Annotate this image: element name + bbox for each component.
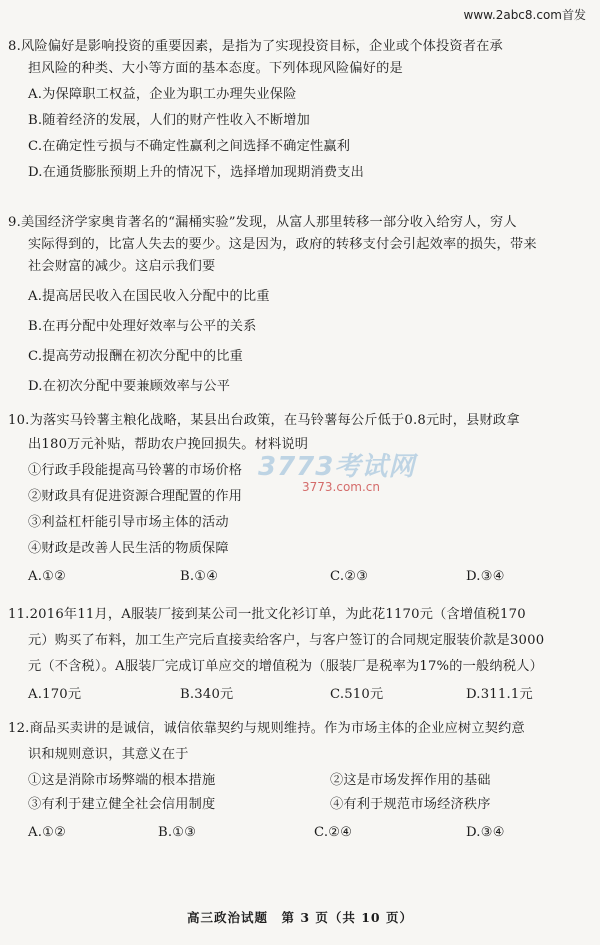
q8-option-c: C.在确定性亏损与不确定性赢利之间选择不确定性赢利 [28,139,351,154]
q8-stem-line: 8.风险偏好是影响投资的重要因素，是指为了实现投资目标，企业或个体投资者在承 [8,39,503,54]
question-12 [8,718,592,844]
q10-item-4: ④财政是改善人民生活的物质保障 [28,541,229,556]
q12-option-a: A.①② [28,825,67,840]
q8-option-a: A.为保障职工权益，企业为职工办理失业保险 [28,87,297,102]
watermark-url: 3773.com.cn [302,480,380,494]
q11-option-d: D.311.1元 [466,687,533,702]
q10-option-b: B.①④ [180,569,219,584]
q9-option-a: A.提高居民收入在国民收入分配中的比重 [28,289,270,304]
q10-item-3: ③利益杠杆能引导市场主体的活动 [28,515,229,530]
question-9 [8,212,592,398]
q11-option-b: B.340元 [180,687,234,702]
q12-stem-line: 12.商品买卖讲的是诚信，诚信依靠契约与规则维持。作为市场主体的企业应树立契约意 [8,721,525,736]
q11-options-row [8,684,592,706]
q10-option-c: C.②③ [330,569,369,584]
q8-option-b: B.随着经济的发展，人们的财产性收入不断增加 [28,113,311,128]
q12-item-2: ②这是市场发挥作用的基础 [330,773,491,788]
question-10 [8,410,592,588]
q9-option-d: D.在初次分配中要兼顾效率与公平 [28,379,231,394]
q11-stem-line: 元（不含税）。A服装厂完成订单应交的增值税为（服装厂是税率为17%的一般纳税人） [28,659,543,674]
q12-option-c: C.②④ [314,825,353,840]
q12-item-1: ①这是消除市场弊端的根本措施 [28,773,216,788]
q11-option-a: A.170元 [28,687,82,702]
q12-option-d: D.③④ [466,825,505,840]
q11-option-c: C.510元 [330,687,384,702]
q12-options-row [8,822,592,844]
question-8 [8,36,592,184]
header-watermark: www.2abc8.com首发 [463,8,586,22]
q10-stem-line: 出180万元补贴，帮助农户挽回损失。材料说明 [28,437,309,452]
q10-item-1: ①行政手段能提高马铃薯的市场价格 [28,463,243,478]
q10-option-d: D.③④ [466,569,505,584]
q9-stem-line: 9.美国经济学家奥肯著名的“漏桶实验”发现，从富人那里转移一部分收入给穷人，穷人 [8,215,517,230]
q12-items-row [8,770,592,794]
q9-option-c: C.提高劳动报酬在初次分配中的比重 [28,349,244,364]
q10-options-row [8,566,592,588]
q10-option-a: A.①② [28,569,67,584]
q10-stem-line: 10.为落实马铃薯主粮化战略，某县出台政策，在马铃薯每公斤低于0.8元时，县财政拿 [8,413,520,428]
q9-option-b: B.在再分配中处理好效率与公平的关系 [28,319,257,334]
q9-stem-line: 实际得到的，比富人失去的要少。这是因为，政府的转移支付会引起效率的损失，带来 [28,237,537,252]
q9-stem-line: 社会财富的减少。这启示我们要 [28,259,216,274]
q12-item-3: ③有利于建立健全社会信用制度 [28,797,216,812]
q8-stem-line: 担风险的种类、大小等方面的基本态度。下列体现风险偏好的是 [28,61,403,76]
page-footer: 高三政治试题 第 3 页（共 10 页） [186,910,413,925]
q10-item-2: ②财政具有促进资源合理配置的作用 [28,489,243,504]
q11-stem-line: 11.2016年11月，A服装厂接到某公司一批文化衫订单，为此花1170元（含增值税170 [8,607,526,622]
question-11 [8,604,592,706]
q12-item-4: ④有利于规范市场经济秩序 [330,797,491,812]
q8-option-d: D.在通货膨胀预期上升的情况下，选择增加现期消费支出 [28,165,364,180]
q11-stem-line: 元）购买了布料，加工生产完后直接卖给客户，与客户签订的合同规定服装价款是3000 [28,633,545,648]
q12-stem-line: 识和规则意识，其意义在于 [28,747,189,762]
watermark-logo: 3773考试网 [258,452,416,482]
q12-option-b: B.①③ [158,825,197,840]
q12-items-row [8,794,592,818]
